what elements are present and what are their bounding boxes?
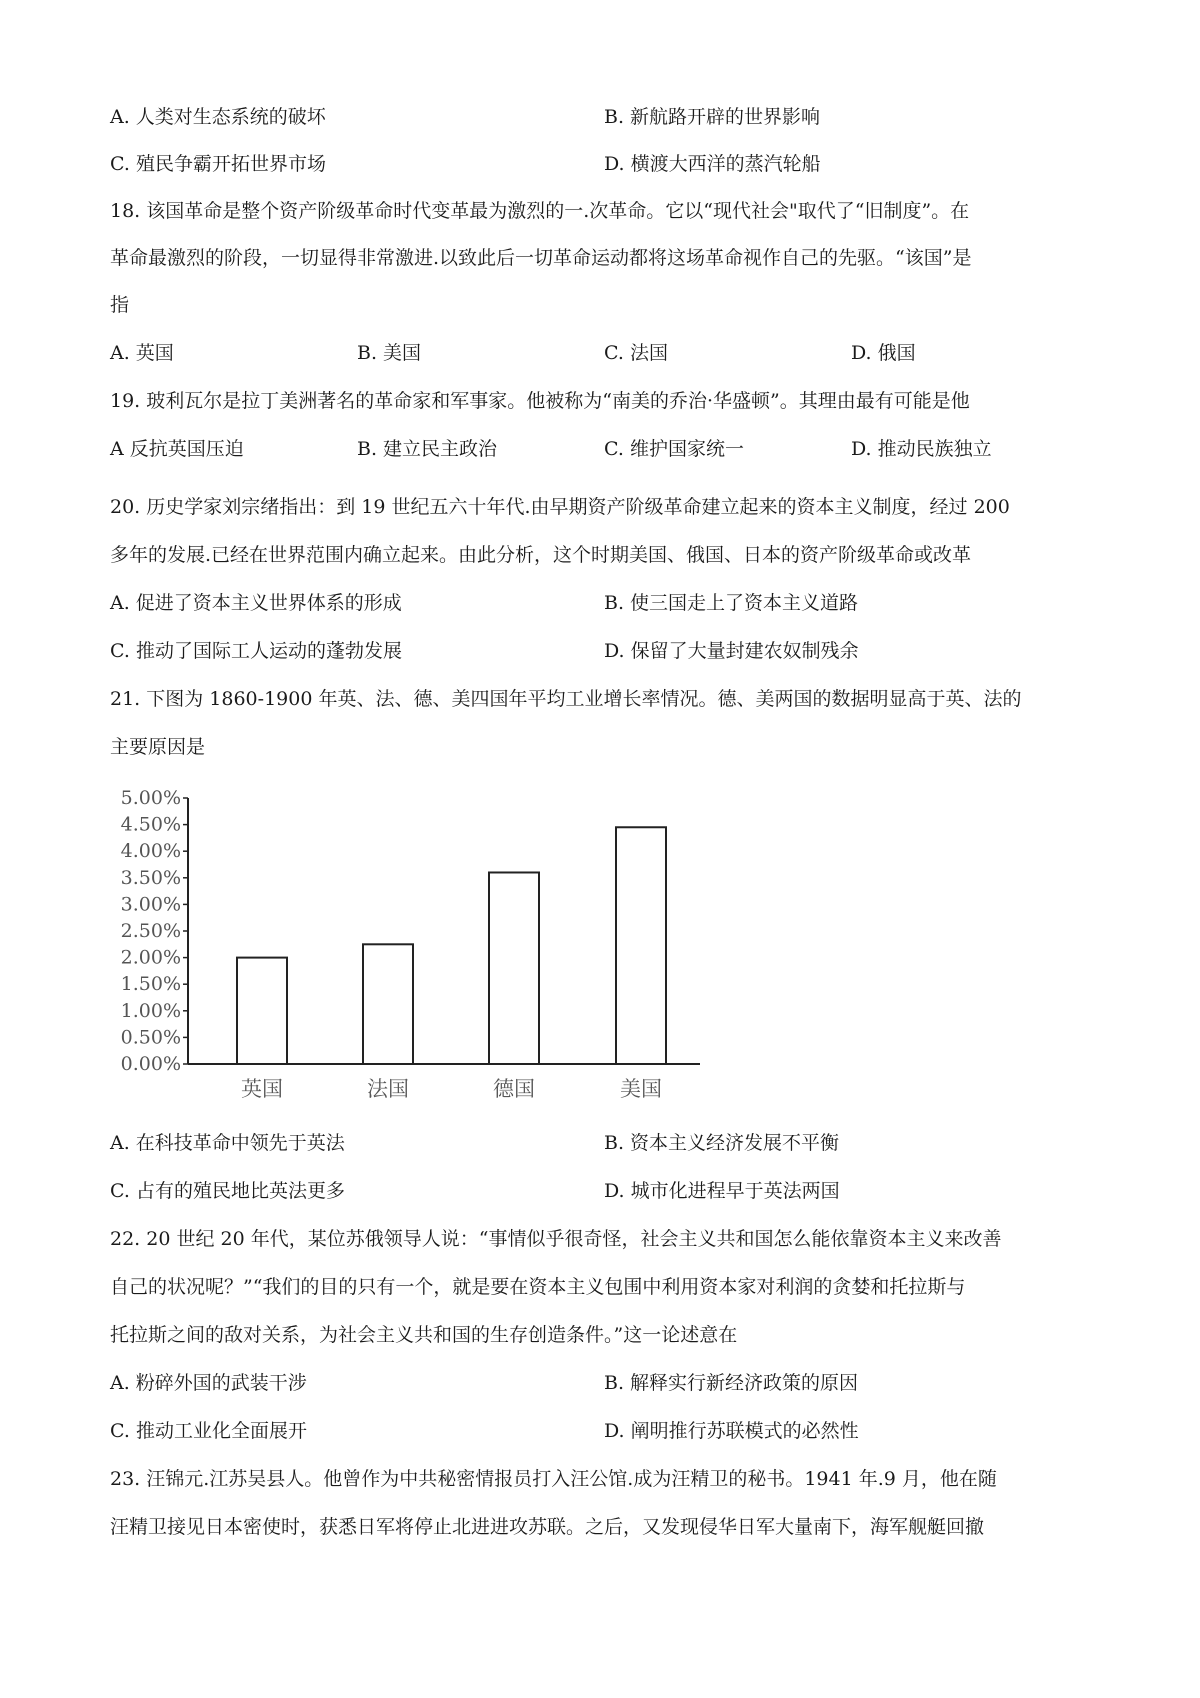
q18-stem-line-2: 革命最激烈的阶段，一切显得非常激进.以致此后一切革命运动都将这场革命视作自己的先驱。“该国”是	[110, 247, 972, 269]
q19-option-a[interactable]: A 反抗英国压迫	[110, 438, 244, 460]
x-tick-label: 法国	[367, 1077, 409, 1101]
q17-option-c[interactable]: C. 殖民争霸开拓世界市场	[110, 153, 326, 175]
y-tick-label: 2.50%	[120, 920, 181, 942]
q18-option-a[interactable]: A. 英国	[110, 342, 174, 364]
y-tick-label: 4.00%	[120, 840, 181, 863]
q18-option-c[interactable]: C. 法国	[604, 342, 668, 364]
y-tick-label: 3.00%	[120, 893, 181, 916]
q17-option-a[interactable]: A. 人类对生态系统的破坏	[110, 106, 326, 128]
q17-option-d[interactable]: D. 横渡大西洋的蒸汽轮船	[604, 153, 821, 175]
y-tick-label: 5.00%	[120, 787, 181, 809]
bar-2	[363, 944, 413, 1064]
q19-option-d[interactable]: D. 推动民族独立	[851, 438, 992, 460]
q18-option-d[interactable]: D. 俄国	[851, 342, 916, 364]
q22-stem-line-2: 自己的状况呢？”“我们的目的只有一个，就是要在资本主义包围中利用资本家对利润的贪婪和托拉斯与	[110, 1276, 966, 1298]
y-tick-label: 1.00%	[120, 999, 181, 1022]
x-tick-label: 德国	[493, 1077, 535, 1101]
q23-stem-line-1: 23. 汪锦元.江苏吴县人。他曾作为中共秘密情报员打入汪公馆.成为汪精卫的秘书。1941 年.9 月，他在随	[110, 1468, 997, 1490]
x-tick-label: 美国	[620, 1077, 662, 1101]
q23-stem-line-2: 汪精卫接见日本密使时，获悉日军将停止北进进攻苏联。之后，又发现侵华日军大量南下，海军舰艇回撤	[110, 1516, 985, 1538]
bars	[237, 827, 666, 1064]
y-tick-label: 1.50%	[120, 973, 181, 996]
growth-rate-bar-chart	[110, 780, 710, 1110]
q22-option-d[interactable]: D. 阐明推行苏联模式的必然性	[604, 1420, 859, 1442]
q21-option-c[interactable]: C. 占有的殖民地比英法更多	[110, 1180, 345, 1202]
x-axis-labels	[241, 1077, 662, 1101]
q20-option-c[interactable]: C. 推动了国际工人运动的蓬勃发展	[110, 640, 402, 662]
q22-option-c[interactable]: C. 推动工业化全面展开	[110, 1420, 307, 1442]
q20-option-d[interactable]: D. 保留了大量封建农奴制残余	[604, 640, 859, 662]
q22-option-b[interactable]: B. 解释实行新经济政策的原因	[604, 1372, 859, 1394]
y-tick-label: 0.00%	[120, 1053, 181, 1075]
q18-stem-line-3: 指	[110, 294, 130, 316]
bar-1	[237, 958, 287, 1064]
q21-option-b[interactable]: B. 资本主义经济发展不平衡	[604, 1132, 840, 1154]
q21-option-a[interactable]: A. 在科技革命中领先于英法	[110, 1132, 345, 1154]
q18-stem-line-1: 18. 该国革命是整个资产阶级革命时代变革最为激烈的一.次革命。它以“现代社会"取代了“旧制度”。在	[110, 200, 970, 222]
y-tick-label: 4.50%	[120, 813, 181, 836]
q21-stem-line-2: 主要原因是	[110, 736, 206, 758]
q20-option-a[interactable]: A. 促进了资本主义世界体系的形成	[110, 592, 402, 614]
q18-option-b[interactable]: B. 美国	[357, 342, 422, 364]
q22-option-a[interactable]: A. 粉碎外国的武装干涉	[110, 1372, 307, 1394]
q19-stem-line-1: 19. 玻利瓦尔是拉丁美洲著名的革命家和军事家。他被称为“南美的乔治·华盛顿”。其理由最有可能是他	[110, 390, 970, 412]
bar-3	[489, 872, 539, 1064]
y-tick-label: 2.00%	[120, 946, 181, 969]
y-tick-label: 3.50%	[120, 866, 181, 889]
q19-option-b[interactable]: B. 建立民主政治	[357, 438, 498, 460]
q22-stem-line-1: 22. 20 世纪 20 年代，某位苏俄领导人说：“事情似乎很奇怪，社会主义共和国怎么能依靠资本主义来改善	[110, 1228, 1002, 1250]
bar-4	[616, 827, 666, 1064]
q20-stem-line-2: 多年的发展.已经在世界范围内确立起来。由此分析，这个时期美国、俄国、日本的资产阶级革命或改革	[110, 544, 972, 566]
y-tick-label: 0.50%	[120, 1026, 181, 1049]
q20-stem-line-1: 20. 历史学家刘宗绪指出：到 19 世纪五六十年代.由早期资产阶级革命建立起来的资本主义制度，经过 200	[110, 496, 1010, 518]
q21-option-d[interactable]: D. 城市化进程早于英法两国	[604, 1180, 840, 1202]
x-tick-label: 英国	[241, 1077, 283, 1101]
q20-option-b[interactable]: B. 使三国走上了资本主义道路	[604, 592, 859, 614]
q17-option-b[interactable]: B. 新航路开辟的世界影响	[604, 106, 821, 128]
q22-stem-line-3: 托拉斯之间的敌对关系，为社会主义共和国的生存创造条件。”这一论述意在	[110, 1324, 738, 1346]
q21-stem-line-1: 21. 下图为 1860-1900 年英、法、德、美四国年平均工业增长率情况。德、美两国的数据明显高于英、法的	[110, 688, 1022, 710]
q19-option-c[interactable]: C. 维护国家统一	[604, 438, 744, 460]
